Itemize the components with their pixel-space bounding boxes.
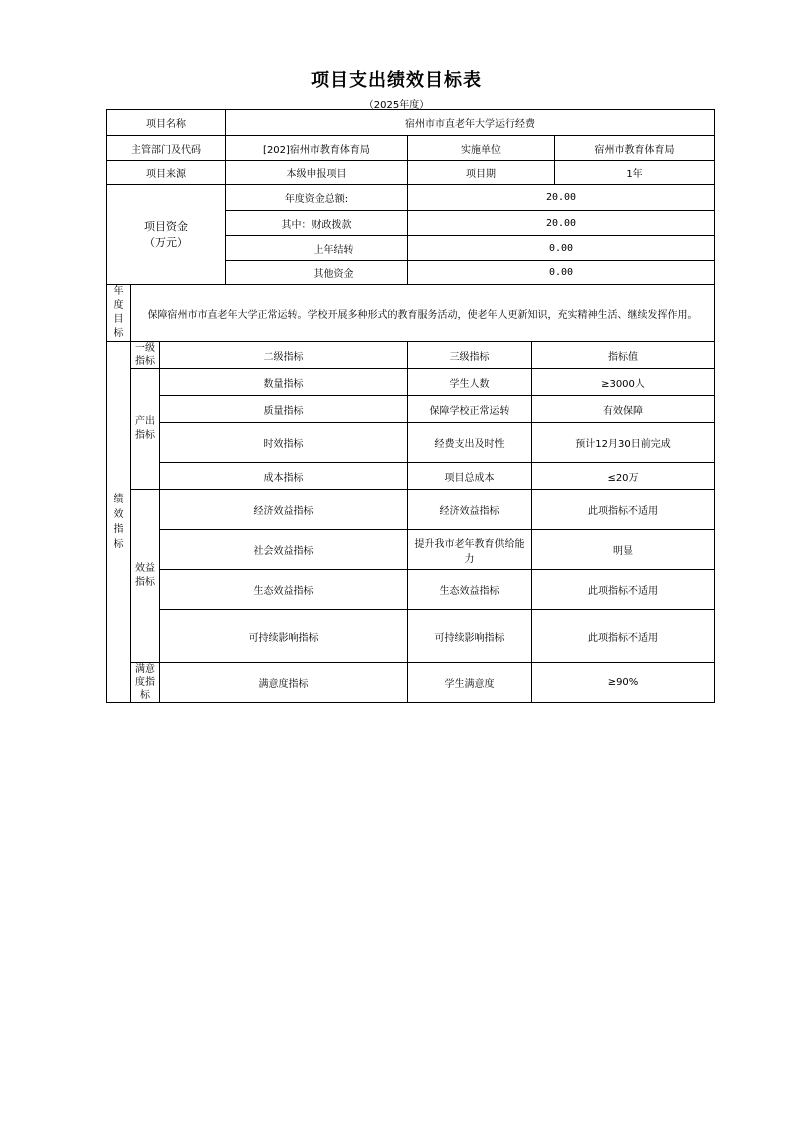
indicator-l3: 经济效益指标: [408, 490, 532, 530]
benefit-label-line1: 效益: [135, 563, 155, 574]
indicator-l2: 社会效益指标: [160, 530, 408, 570]
indicator-l2: 经济效益指标: [160, 490, 408, 530]
funds-label-line2: （万元）: [144, 235, 188, 249]
indicator-row: [107, 490, 715, 530]
funds-other-label: 其他资金: [226, 261, 408, 285]
perf-label-char: 效: [113, 509, 124, 520]
header-l1: [131, 342, 160, 369]
indicator-l2: 生态效益指标: [160, 570, 408, 610]
funds-row: [107, 185, 715, 211]
satisfaction-label-line: 满意: [135, 664, 155, 675]
indicator-row: [107, 610, 715, 663]
perf-label: [107, 342, 131, 703]
dept-row: [107, 136, 715, 161]
funds-fiscal-label: 其中：财政拨款: [226, 211, 408, 236]
indicator-l2: 数量指标: [160, 369, 408, 396]
goal-row: [107, 285, 715, 342]
output-label: [131, 369, 160, 490]
indicator-val: 此项指标不适用: [532, 570, 715, 610]
indicator-val: 此项指标不适用: [532, 610, 715, 663]
header-l1-line1: 一级: [135, 343, 155, 354]
benefit-label: [131, 490, 160, 663]
funds-label: [107, 185, 226, 285]
indicator-l2: 时效指标: [160, 423, 408, 463]
dept-value: [202]宿州市教育体育局: [226, 136, 408, 161]
indicator-val: 明显: [532, 530, 715, 570]
indicator-row: [107, 369, 715, 396]
funds-total-label: 年度资金总额:: [226, 185, 408, 211]
indicator-val: 预计12月30日前完成: [532, 423, 715, 463]
indicator-val: ≤20万: [532, 463, 715, 490]
indicator-row: [107, 423, 715, 463]
perf-header-row: [107, 342, 715, 369]
header-l3: 三级指标: [408, 342, 532, 369]
indicator-l2: 质量指标: [160, 396, 408, 423]
output-label-line2: 指标: [135, 430, 155, 441]
source-value: 本级申报项目: [226, 161, 408, 185]
indicator-l3: 学生满意度: [408, 663, 532, 703]
goal-label-line2: 目标: [113, 314, 124, 339]
page-title: 项目支出绩效目标表: [311, 70, 482, 91]
indicator-row: [107, 663, 715, 703]
goal-text: 保障宿州市市直老年大学正常运转。学校开展多种形式的教育服务活动，使老年人更新知识，充实精神生活、继续发挥作用。: [131, 285, 715, 342]
funds-fiscal-value: 20.00: [408, 211, 715, 236]
indicator-row: [107, 396, 715, 423]
perf-label-char: 绩: [113, 494, 124, 505]
indicator-val: 有效保障: [532, 396, 715, 423]
source-row: [107, 161, 715, 185]
goal-label-line1: 年度: [113, 286, 124, 311]
indicator-l3: 生态效益指标: [408, 570, 532, 610]
indicator-l2: 满意度指标: [160, 663, 408, 703]
benefit-label-line2: 指标: [135, 577, 155, 588]
perf-label-char: 指: [113, 524, 124, 535]
indicator-l3: 经费支出及时性: [408, 423, 532, 463]
indicator-l2: 成本指标: [160, 463, 408, 490]
header-l1-line2: 指标: [135, 356, 155, 367]
period-label: 项目期: [408, 161, 555, 185]
indicator-row: [107, 570, 715, 610]
goal-label: [107, 285, 131, 342]
output-label-line1: 产出: [135, 416, 155, 427]
project-name-row: [107, 110, 715, 136]
perf-label-char: 标: [113, 539, 124, 550]
year-label: （2025年度）: [363, 100, 430, 111]
indicator-val: ≥90%: [532, 663, 715, 703]
satisfaction-label-line: 度指: [135, 677, 155, 688]
indicator-row: [107, 463, 715, 490]
dept-label: 主管部门及代码: [107, 136, 226, 161]
indicator-row: [107, 530, 715, 570]
indicator-l3: 保障学校正常运转: [408, 396, 532, 423]
indicator-l3: 可持续影响指标: [408, 610, 532, 663]
impl-label: 实施单位: [408, 136, 555, 161]
indicator-l3: 学生人数: [408, 369, 532, 396]
project-name-label: 项目名称: [107, 110, 226, 136]
indicator-l2: 可持续影响指标: [160, 610, 408, 663]
funds-label-line1: 项目资金: [144, 219, 188, 233]
project-name-value: 宿州市市直老年大学运行经费: [226, 110, 715, 136]
impl-value: 宿州市教育体育局: [555, 136, 715, 161]
performance-target-table: [106, 109, 715, 703]
indicator-l3: 提升我市老年教育供给能力: [408, 530, 532, 570]
header-l2: 二级指标: [160, 342, 408, 369]
period-value: 1年: [555, 161, 715, 185]
funds-carryover-value: 0.00: [408, 236, 715, 261]
funds-other-value: 0.00: [408, 261, 715, 285]
indicator-val: ≥3000人: [532, 369, 715, 396]
indicator-val: 此项指标不适用: [532, 490, 715, 530]
source-label: 项目来源: [107, 161, 226, 185]
funds-total-value: 20.00: [408, 185, 715, 211]
funds-carryover-label: 上年结转: [226, 236, 408, 261]
indicator-l3: 项目总成本: [408, 463, 532, 490]
header-val: 指标值: [532, 342, 715, 369]
satisfaction-label-line: 标: [140, 690, 150, 701]
satisfaction-label: [131, 663, 160, 703]
